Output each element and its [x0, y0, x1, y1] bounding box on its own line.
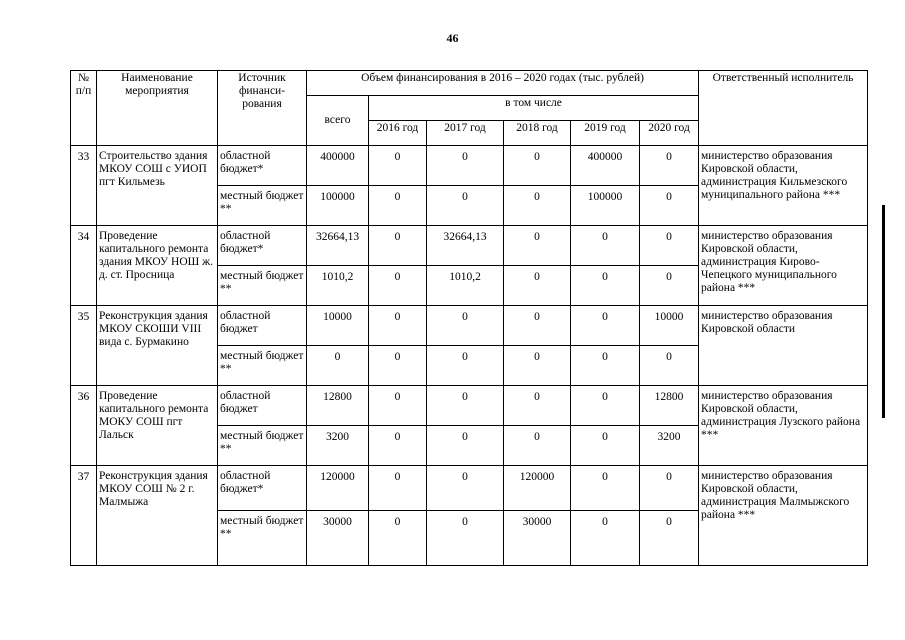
row-2020: 10000 — [640, 306, 699, 346]
row-source: местный бюджет ** — [218, 186, 307, 226]
row-total: 100000 — [307, 186, 369, 226]
header-source: Источник финанси-рования — [218, 71, 307, 146]
row-number: 37 — [71, 466, 97, 566]
row-2018: 0 — [504, 306, 571, 346]
row-2020: 0 — [640, 346, 699, 386]
row-2017: 0 — [427, 426, 504, 466]
row-2018: 0 — [504, 346, 571, 386]
funding-table — [70, 70, 868, 566]
row-responsible: министерство образования Кировской области, администрация Кильмезского муниципального района *** — [699, 146, 868, 226]
row-total: 1010,2 — [307, 266, 369, 306]
row-2019: 0 — [571, 386, 640, 426]
row-2016: 0 — [369, 466, 427, 511]
row-source: местный бюджет ** — [218, 266, 307, 306]
header-year: 2016 год — [369, 121, 427, 146]
row-2016: 0 — [369, 346, 427, 386]
table-row — [71, 306, 868, 346]
row-2020: 0 — [640, 146, 699, 186]
row-number: 33 — [71, 146, 97, 226]
row-2020: 0 — [640, 186, 699, 226]
row-source: областной бюджет* — [218, 146, 307, 186]
header-total: всего — [307, 96, 369, 146]
header-year: 2017 год — [427, 121, 504, 146]
row-2017: 0 — [427, 511, 504, 566]
row-total: 32664,13 — [307, 226, 369, 266]
row-2019: 0 — [571, 346, 640, 386]
row-2019: 0 — [571, 306, 640, 346]
row-2018: 0 — [504, 186, 571, 226]
row-2018: 120000 — [504, 466, 571, 511]
row-name: Реконструкция здания МКОУ СКОШИ VIII вида с. Бурмакино — [97, 306, 218, 386]
row-source: местный бюджет ** — [218, 426, 307, 466]
table-row — [71, 466, 868, 511]
row-2018: 0 — [504, 226, 571, 266]
row-name: Строительство здания МКОУ СОШ с УИОП пгт Кильмезь — [97, 146, 218, 226]
margin-rule — [882, 205, 885, 418]
header-no: № п/п — [71, 71, 97, 146]
row-number: 34 — [71, 226, 97, 306]
row-source: областной бюджет — [218, 306, 307, 346]
row-total: 0 — [307, 346, 369, 386]
row-2018: 0 — [504, 426, 571, 466]
row-2016: 0 — [369, 146, 427, 186]
table-row — [71, 226, 868, 266]
row-total: 3200 — [307, 426, 369, 466]
row-2017: 0 — [427, 346, 504, 386]
table-row — [71, 146, 868, 186]
row-2017: 0 — [427, 186, 504, 226]
row-responsible: министерство образования Кировской области — [699, 306, 868, 386]
row-2020: 0 — [640, 226, 699, 266]
row-2019: 0 — [571, 511, 640, 566]
row-responsible: министерство образования Кировской области, администрация Кирово-Чепецкого муниципального района *** — [699, 226, 868, 306]
row-2020: 0 — [640, 511, 699, 566]
row-number: 36 — [71, 386, 97, 466]
row-2020: 12800 — [640, 386, 699, 426]
header-responsible: Ответственный исполнитель — [699, 71, 868, 146]
row-total: 120000 — [307, 466, 369, 511]
row-responsible: министерство образования Кировской области, администрация Малмыжского района *** — [699, 466, 868, 566]
row-source: областной бюджет* — [218, 226, 307, 266]
row-2017: 0 — [427, 306, 504, 346]
row-name: Проведение капитального ремонта здания МКОУ НОШ ж. д. ст. Просница — [97, 226, 218, 306]
header-year: 2019 год — [571, 121, 640, 146]
row-source: местный бюджет ** — [218, 511, 307, 566]
header-including: в том числе — [369, 96, 699, 121]
row-2016: 0 — [369, 306, 427, 346]
row-2019: 0 — [571, 466, 640, 511]
row-2018: 0 — [504, 386, 571, 426]
header-name: Наименование мероприятия — [97, 71, 218, 146]
row-2018: 0 — [504, 266, 571, 306]
row-responsible: министерство образования Кировской области, администрация Лузского района *** — [699, 386, 868, 466]
row-2017: 32664,13 — [427, 226, 504, 266]
row-2020: 0 — [640, 266, 699, 306]
row-2016: 0 — [369, 266, 427, 306]
row-2018: 0 — [504, 146, 571, 186]
row-2017: 0 — [427, 386, 504, 426]
row-source: областной бюджет* — [218, 466, 307, 511]
row-2019: 100000 — [571, 186, 640, 226]
page-number: 46 — [446, 31, 459, 45]
row-2019: 400000 — [571, 146, 640, 186]
row-source: местный бюджет ** — [218, 346, 307, 386]
row-total: 400000 — [307, 146, 369, 186]
row-2020: 3200 — [640, 426, 699, 466]
row-name: Реконструкция здания МКОУ СОШ № 2 г. Малмыжа — [97, 466, 218, 566]
row-2016: 0 — [369, 386, 427, 426]
row-2017: 0 — [427, 466, 504, 511]
row-2017: 0 — [427, 146, 504, 186]
row-2017: 1010,2 — [427, 266, 504, 306]
row-2020: 0 — [640, 466, 699, 511]
row-2016: 0 — [369, 226, 427, 266]
row-source: областной бюджет — [218, 386, 307, 426]
row-total: 10000 — [307, 306, 369, 346]
table-row — [71, 386, 868, 426]
row-2019: 0 — [571, 226, 640, 266]
header-year: 2018 год — [504, 121, 571, 146]
row-number: 35 — [71, 306, 97, 386]
row-2018: 30000 — [504, 511, 571, 566]
row-2016: 0 — [369, 511, 427, 566]
header-volume: Объем финансирования в 2016 – 2020 годах (тыс. рублей) — [307, 71, 699, 96]
row-total: 12800 — [307, 386, 369, 426]
row-2016: 0 — [369, 186, 427, 226]
row-2019: 0 — [571, 266, 640, 306]
row-total: 30000 — [307, 511, 369, 566]
row-2016: 0 — [369, 426, 427, 466]
header-year: 2020 год — [640, 121, 699, 146]
row-2019: 0 — [571, 426, 640, 466]
row-name: Проведение капитального ремонта МОКУ СОШ пгт Лальск — [97, 386, 218, 466]
